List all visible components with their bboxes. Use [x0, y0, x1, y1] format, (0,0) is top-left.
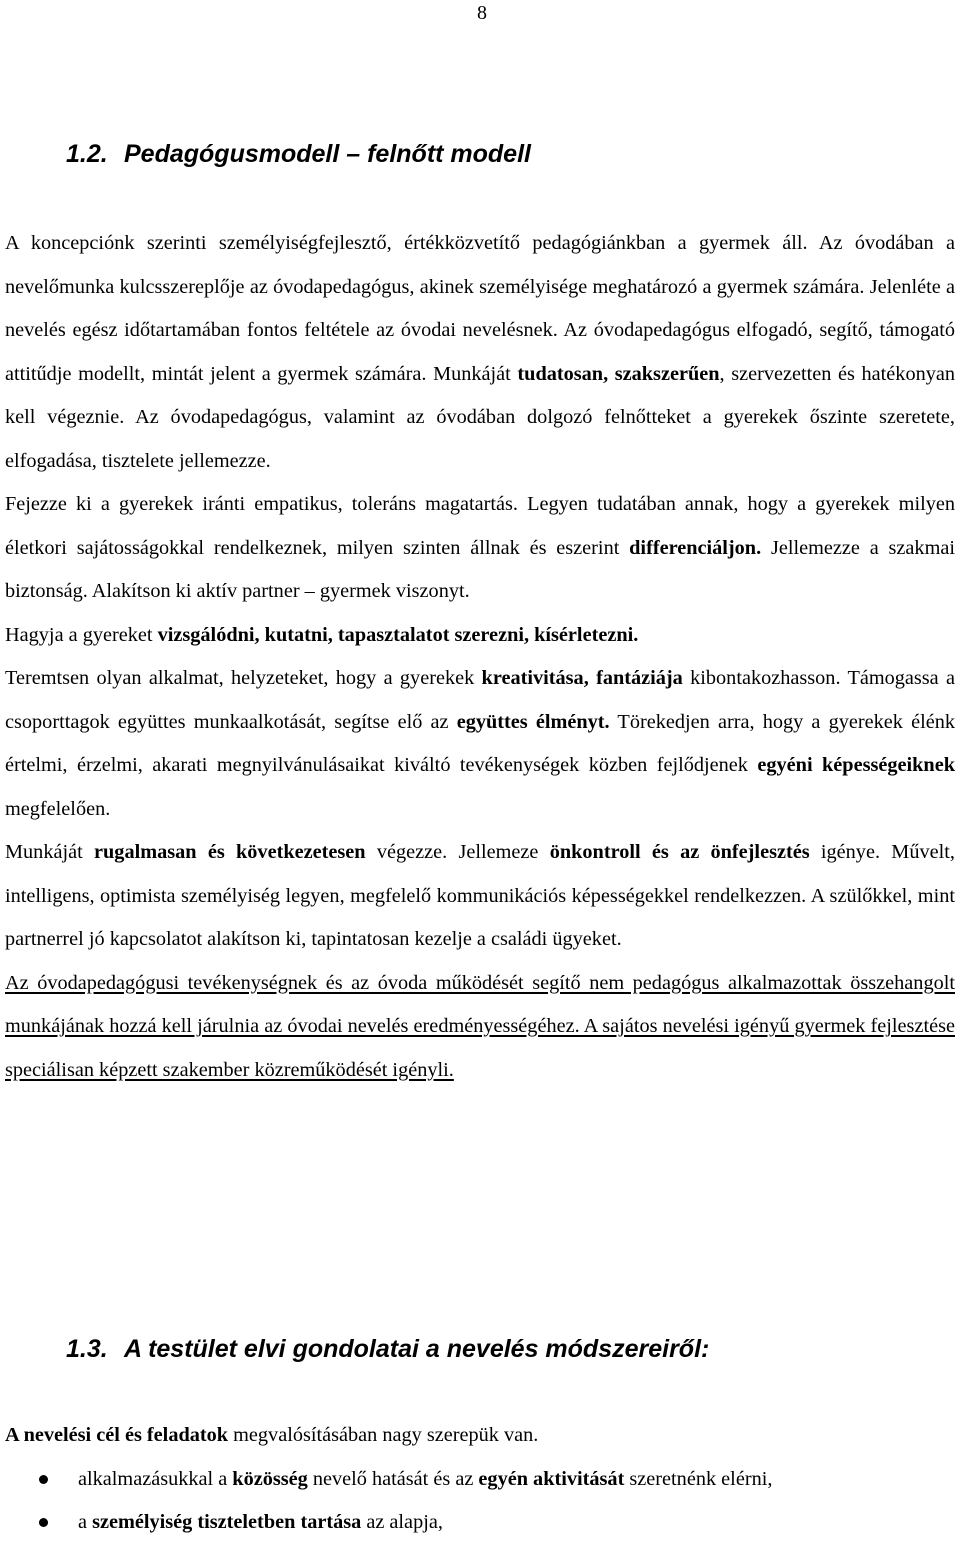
section-1-3-body — [5, 1414, 955, 1545]
methods-bullet-list — [5, 1458, 955, 1545]
intro-paragraph: A nevelési cél és feladatok megvalósításában nagy szerepük van. — [5, 1424, 539, 1446]
page-number: 8 — [477, 2, 487, 24]
list-item: alkalmazásukkal a közösség nevelő hatását és az egyén aktivitását szeretnénk elérni, — [5, 1458, 955, 1502]
section-1-2-body — [5, 222, 955, 1092]
list-item: a személyiség tiszteletben tartása az alapja, — [5, 1501, 955, 1545]
paragraph-role: A koncepciónk szerinti személyiségfejlesztő, értékközvetítő pedagógiánkban a gyermek áll. Az óvodában a nevelőmunka kulcsszereplője az óvodapedagógus, akinek személyisége meghatározó a gyermek számára. Jelenléte a nevelés egész időtartamában fontos feltétele az óvodai nevelésnek. Az óvodapedagógus elfogadó, segítő, támogató attitűdje modellt, mintát jelent a gyermek számára. Munkáját tudatosan, szakszerűen, szervezetten és hatékonyan kell végeznie. Az óvodapedagógus, valamint az óvodában dolgozó felnőtteket a gyerekek őszinte szeretete, elfogadása, tisztelete jellemezze. — [5, 232, 956, 472]
paragraph-empathy: Fejezze ki a gyerekek iránti empatikus, toleráns magatartás. Legyen tudatában annak, hogy a gyerekek milyen életkori sajátosságokkal rendelkeznek, milyen szinten állnak és eszerint differenciáljon. Jellemezze a szakmai biztonság. Alakítson ki aktív partner – gyermek viszonyt. — [5, 493, 955, 602]
section-number: 1.2. — [66, 140, 108, 168]
section-number: 1.3. — [66, 1335, 108, 1363]
paragraph-work-style: Munkáját rugalmasan és következetesen végezze. Jellemeze önkontroll és az önfejlesztés igénye. Művelt, intelligens, optimista személyiség legyen, megfelelő kommunikációs képességekkel rendelkezzen. A szülőkkel, mint partnerrel jó kapcsolatot alakítson ki, tapintatosan kezelje a családi ügyeket. — [5, 841, 955, 950]
section-title: Pedagógusmodell – felnőtt modell — [124, 140, 531, 168]
paragraph-underlined-collaboration: Az óvodapedagógusi tevékenységnek és az óvoda működését segítő nem pedagógus alkalmazottak összehangolt munkájának hozzá kell járulnia az óvodai nevelés eredményességéhez. A sajátos nevelési igényű gyermek fejlesztése speciálisan képzett szakember közreműködését igényli. — [5, 971, 955, 1081]
paragraph-exploration: Hagyja a gyereket vizsgálódni, kutatni, tapasztalatot szerezni, kísérletezni. — [5, 623, 639, 646]
paragraph-creativity: Teremtsen olyan alkalmat, helyzeteket, hogy a gyerekek kreativitása, fantáziája kibontakozhasson. Támogassa a csoporttagok együttes munkaalkotását, segítse elő az együttes élményt. Törekedjen arra, hogy a gyerekek élénk értelmi, érzelmi, akarati megnyilvánulásaikat kiváltó tevékenységek közben fejlődjenek egyéni képességeiknek megfelelően. — [5, 667, 956, 820]
section-title: A testület elvi gondolatai a nevelés módszereiről: — [124, 1335, 710, 1363]
section-heading-1-2 — [66, 139, 531, 169]
bullet-icon — [39, 1475, 48, 1484]
section-heading-1-3 — [66, 1334, 709, 1364]
bullet-icon — [39, 1518, 48, 1527]
